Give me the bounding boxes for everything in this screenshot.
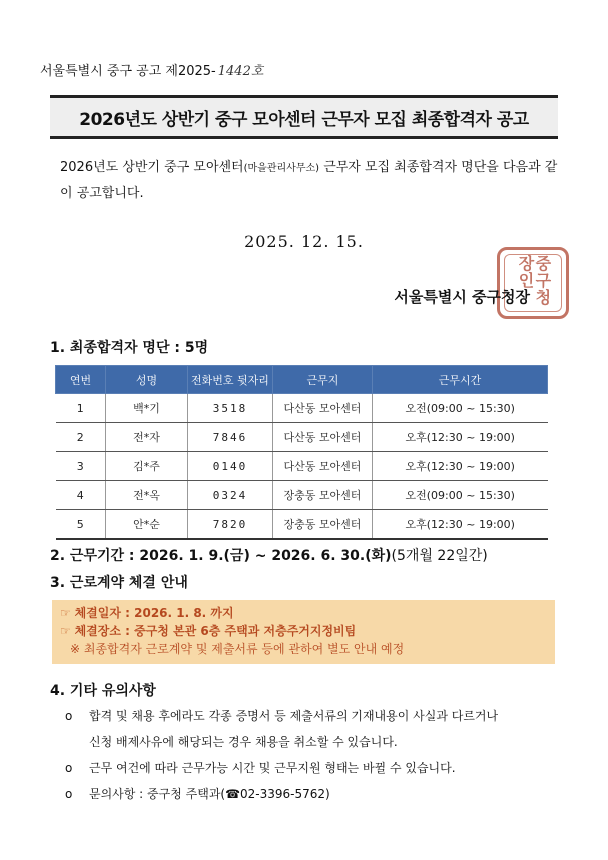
- contract-info-box: [52, 600, 555, 664]
- table-row: [56, 423, 548, 452]
- notice-prefix: 서울특별시 중구 공고 제2025-: [40, 64, 216, 79]
- column-header: 성명: [106, 366, 188, 394]
- table-cell: 전*자: [106, 423, 188, 452]
- intro-text-1: 2026년도 상반기 중구 모아센터: [60, 160, 244, 175]
- table-header-row: [56, 366, 548, 394]
- pointing-hand-icon: ☞: [60, 624, 71, 638]
- table-cell: 3: [56, 452, 106, 481]
- work-period: 2. 근무기간 : 2026. 1. 9.(금) ~ 2026. 6. 30.(화): [50, 548, 392, 564]
- table-cell: 7846: [188, 423, 273, 452]
- bullet-icon: o: [65, 709, 73, 723]
- table-row: [56, 452, 548, 481]
- contact-info: 문의사항 : 중구청 주택과(☎02-3396-5762): [89, 787, 330, 801]
- table-row: [56, 510, 548, 540]
- issue-date: 2025. 12. 15.: [244, 232, 364, 251]
- list-item: [65, 781, 560, 807]
- table-cell: 오후(12:30 ~ 19:00): [373, 423, 548, 452]
- table-cell: 장충동 모아센터: [273, 481, 373, 510]
- table-cell: 0324: [188, 481, 273, 510]
- notice-handwritten-number: 1442호: [217, 64, 264, 79]
- contract-place: 체결장소 : 중구청 본관 6층 주택과 저층주거지정비팀: [74, 624, 357, 638]
- column-header: 전화번호 뒷자리: [188, 366, 273, 394]
- column-header: 연번: [56, 366, 106, 394]
- table-row: [56, 394, 548, 423]
- column-header: 근무시간: [373, 366, 548, 394]
- official-seal-icon: [497, 247, 569, 319]
- table-cell: 오후(12:30 ~ 19:00): [373, 510, 548, 540]
- seal-text: 중구청장인: [516, 255, 552, 306]
- notice-number: [40, 60, 263, 79]
- list-item-text: 근무 여건에 따라 근무가능 시간 및 근무지원 형태는 바뀔 수 있습니다.: [89, 761, 456, 775]
- table-cell: 0140: [188, 452, 273, 481]
- title-text: 2026년도 상반기 중구 모아센터 근무자 모집 최종합격자 공고: [79, 109, 529, 130]
- table-cell: 백*기: [106, 394, 188, 423]
- table-cell: 오전(09:00 ~ 15:30): [373, 394, 548, 423]
- table-cell: 다산동 모아센터: [273, 394, 373, 423]
- pointing-hand-icon: ☞: [60, 606, 71, 620]
- work-duration: (5개월 22일간): [391, 548, 488, 564]
- document-title: [50, 95, 558, 139]
- table-cell: 5: [56, 510, 106, 540]
- contract-note: ※ 최종합격자 근로계약 및 제출서류 등에 관하여 별도 안내 예정: [70, 642, 405, 656]
- table-cell: 장충동 모아센터: [273, 510, 373, 540]
- table-cell: 김*주: [106, 452, 188, 481]
- contract-date-line: [60, 604, 547, 622]
- list-item-continuation: 신청 배제사유에 해당되는 경우 채용을 취소할 수 있습니다.: [89, 735, 398, 749]
- table-row: [56, 481, 548, 510]
- section-4-title: 4. 기타 유의사항: [50, 683, 156, 699]
- section-1-title: 1. 최종합격자 명단 : 5명: [50, 340, 209, 356]
- list-item-text: 합격 및 채용 후에라도 각종 증명서 등 제출서류의 기재내용이 사실과 다르거나: [89, 709, 499, 723]
- table-cell: 전*옥: [106, 481, 188, 510]
- notes-list: [65, 703, 560, 807]
- issuer-name: 서울특별시 중구청장: [394, 288, 530, 306]
- section-3-title: 3. 근로계약 체결 안내: [50, 575, 188, 591]
- table-cell: 다산동 모아센터: [273, 423, 373, 452]
- table-cell: 오후(12:30 ~ 19:00): [373, 452, 548, 481]
- intro-paragraph: [60, 155, 560, 206]
- section-2-title: [50, 545, 488, 565]
- bullet-icon: o: [65, 787, 73, 801]
- column-header: 근무지: [273, 366, 373, 394]
- finalist-table: [55, 365, 548, 540]
- list-item: [65, 755, 560, 781]
- table-cell: 오전(09:00 ~ 15:30): [373, 481, 548, 510]
- table-cell: 2: [56, 423, 106, 452]
- table-cell: 1: [56, 394, 106, 423]
- table-cell: 4: [56, 481, 106, 510]
- bullet-icon: o: [65, 761, 73, 775]
- table-cell: 7820: [188, 510, 273, 540]
- contract-place-line: [60, 622, 547, 640]
- contract-date: 체결일자 : 2026. 1. 8. 까지: [74, 606, 234, 620]
- table-cell: 3518: [188, 394, 273, 423]
- intro-text-small: (마을관리사무소): [243, 163, 320, 174]
- table-cell: 다산동 모아센터: [273, 452, 373, 481]
- list-item: [65, 703, 560, 729]
- intro-text-2: 근무자 모집 최종합격자 명단을 다음과 같이 공고합니다.: [60, 160, 558, 201]
- table-cell: 안*순: [106, 510, 188, 540]
